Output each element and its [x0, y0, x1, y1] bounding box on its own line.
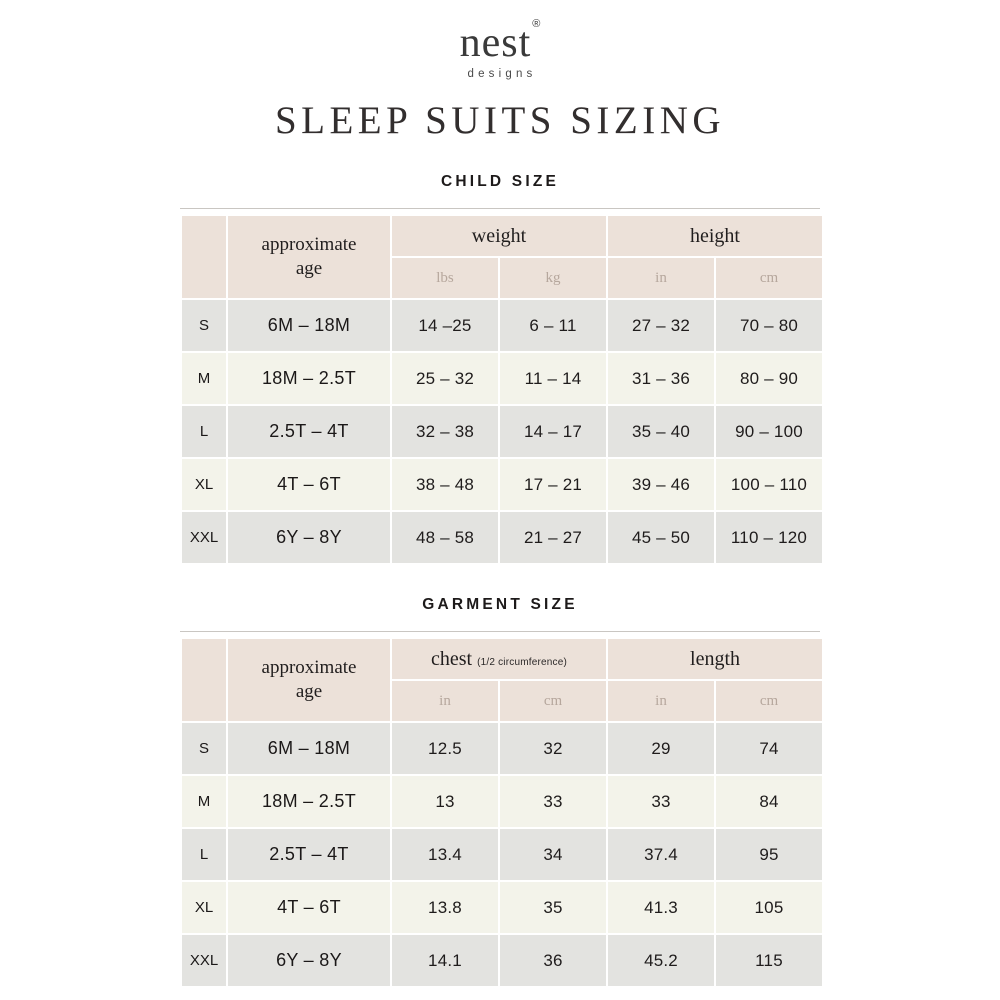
row-size-label: XL [182, 459, 226, 510]
header-unit-chest-cm: cm [500, 681, 606, 721]
row-chest-in: 13.8 [392, 882, 498, 933]
child-size-section [180, 173, 820, 565]
header-group-weight-label: weight [471, 224, 527, 247]
row-size-label: XXL [182, 512, 226, 563]
row-height-in: 45 – 50 [608, 512, 714, 563]
header-group-weight [392, 216, 606, 256]
row-weight-lbs: 32 – 38 [392, 406, 498, 457]
row-chest-cm: 32 [500, 723, 606, 774]
row-age-value: 2.5T – 4T [228, 829, 390, 880]
garment-size-table [180, 637, 824, 988]
table-header-row-groups [182, 216, 822, 256]
row-chest-in: 13 [392, 776, 498, 827]
header-unit-lbs: lbs [392, 258, 498, 298]
row-age-value: 6M – 18M [228, 723, 390, 774]
table-row [182, 406, 822, 457]
row-weight-lbs: 48 – 58 [392, 512, 498, 563]
table-row [182, 300, 822, 351]
header-group-chest-note: (1/2 circumference) [477, 656, 568, 668]
row-length-in: 45.2 [608, 935, 714, 986]
row-age-value: 18M – 2.5T [228, 776, 390, 827]
header-group-length-label: length [690, 647, 741, 670]
row-chest-cm: 33 [500, 776, 606, 827]
row-length-in: 33 [608, 776, 714, 827]
section-divider [180, 208, 820, 209]
page-title: SLEEP SUITS SIZING [274, 99, 726, 142]
row-height-cm: 110 – 120 [716, 512, 822, 563]
row-size-label: L [182, 406, 226, 457]
section-divider [180, 631, 820, 632]
table-row [182, 829, 822, 880]
header-age-line1: approximate [261, 233, 357, 255]
row-height-cm: 90 – 100 [716, 406, 822, 457]
row-length-cm: 105 [716, 882, 822, 933]
row-height-in: 31 – 36 [608, 353, 714, 404]
row-weight-lbs: 38 – 48 [392, 459, 498, 510]
table-row [182, 776, 822, 827]
header-age-line2: age [295, 258, 323, 279]
row-age-value: 6Y – 8Y [228, 512, 390, 563]
garment-size-heading: GARMENT SIZE [422, 596, 578, 613]
row-height-in: 39 – 46 [608, 459, 714, 510]
row-length-cm: 74 [716, 723, 822, 774]
row-weight-kg: 14 – 17 [500, 406, 606, 457]
brand-logo [0, 18, 1000, 80]
brand-name-text: nest [459, 20, 532, 66]
header-group-chest [392, 639, 606, 679]
child-size-table [180, 214, 824, 565]
row-weight-kg: 17 – 21 [500, 459, 606, 510]
header-approximate-age [228, 216, 390, 298]
row-size-label: XL [182, 882, 226, 933]
header-group-length [608, 639, 822, 679]
row-weight-lbs: 25 – 32 [392, 353, 498, 404]
row-weight-kg: 6 – 11 [500, 300, 606, 351]
row-height-cm: 100 – 110 [716, 459, 822, 510]
row-age-value: 6M – 18M [228, 300, 390, 351]
row-height-in: 27 – 32 [608, 300, 714, 351]
row-size-label: M [182, 776, 226, 827]
row-size-label: XXL [182, 935, 226, 986]
garment-size-section [180, 596, 820, 988]
header-unit-cm: cm [716, 258, 822, 298]
header-group-chest-label: chest [430, 647, 473, 670]
header-age-line1: approximate [261, 656, 357, 678]
table-row [182, 459, 822, 510]
row-chest-cm: 34 [500, 829, 606, 880]
table-header-row-groups [182, 639, 822, 679]
row-size-label: L [182, 829, 226, 880]
table-row [182, 353, 822, 404]
brand-tagline: designs [467, 68, 537, 80]
header-unit-kg: kg [500, 258, 606, 298]
table-row [182, 512, 822, 563]
header-group-height [608, 216, 822, 256]
header-size-blank [182, 639, 226, 721]
row-weight-kg: 11 – 14 [500, 353, 606, 404]
header-group-height-label: height [690, 224, 740, 247]
row-height-cm: 70 – 80 [716, 300, 822, 351]
row-length-cm: 115 [716, 935, 822, 986]
header-approximate-age [228, 639, 390, 721]
row-chest-cm: 35 [500, 882, 606, 933]
header-unit-length-in: in [608, 681, 714, 721]
header-size-blank [182, 216, 226, 298]
row-size-label: S [182, 723, 226, 774]
header-unit-length-cm: cm [716, 681, 822, 721]
row-age-value: 6Y – 8Y [228, 935, 390, 986]
child-size-heading: CHILD SIZE [440, 173, 560, 190]
row-chest-in: 13.4 [392, 829, 498, 880]
table-row [182, 882, 822, 933]
row-age-value: 4T – 6T [228, 459, 390, 510]
row-length-cm: 95 [716, 829, 822, 880]
row-age-value: 4T – 6T [228, 882, 390, 933]
row-age-value: 18M – 2.5T [228, 353, 390, 404]
registered-trademark-icon: ® [532, 18, 542, 30]
header-unit-chest-in: in [392, 681, 498, 721]
row-height-in: 35 – 40 [608, 406, 714, 457]
table-row [182, 935, 822, 986]
row-length-in: 37.4 [608, 829, 714, 880]
header-age-line2: age [295, 681, 323, 702]
row-length-cm: 84 [716, 776, 822, 827]
row-weight-lbs: 14 –25 [392, 300, 498, 351]
row-length-in: 29 [608, 723, 714, 774]
header-unit-in: in [608, 258, 714, 298]
row-chest-in: 14.1 [392, 935, 498, 986]
row-length-in: 41.3 [608, 882, 714, 933]
row-chest-in: 12.5 [392, 723, 498, 774]
row-size-label: S [182, 300, 226, 351]
row-height-cm: 80 – 90 [716, 353, 822, 404]
table-row [182, 723, 822, 774]
row-chest-cm: 36 [500, 935, 606, 986]
row-size-label: M [182, 353, 226, 404]
row-weight-kg: 21 – 27 [500, 512, 606, 563]
row-age-value: 2.5T – 4T [228, 406, 390, 457]
brand-name [459, 18, 542, 66]
